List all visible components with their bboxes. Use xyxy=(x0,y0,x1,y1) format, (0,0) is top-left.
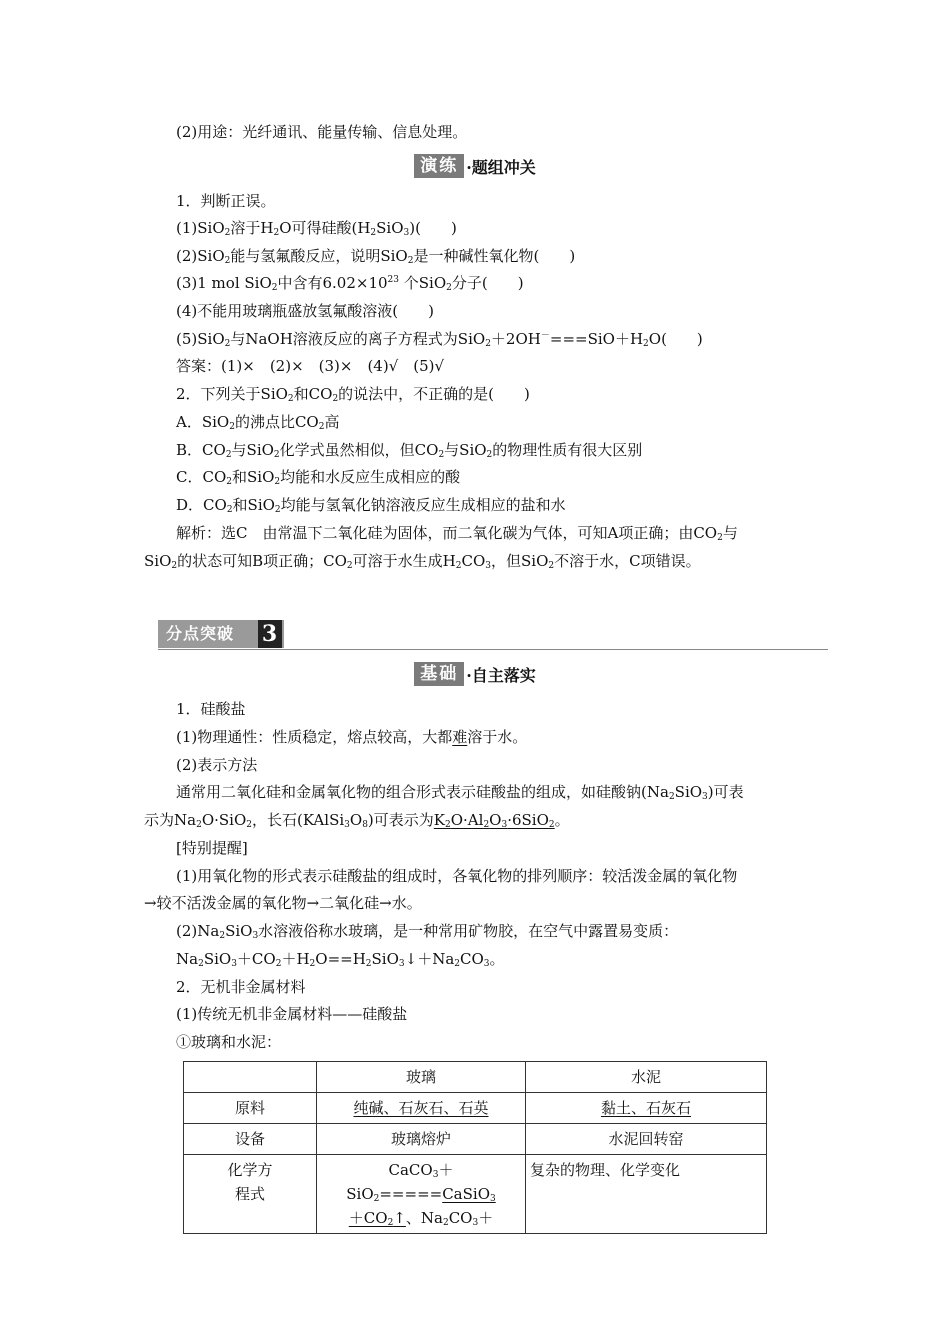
answer-line: 答案：(1)× (2)× (3)× (4)√ (5)√ xyxy=(176,357,445,375)
q1-item-2: (2)SiO$_2$能与氢氟酸反应，说明SiO$_2$是一种碱性氧化物( ) xyxy=(176,247,576,266)
traditional-materials-line: (1)传统无机非金属材料——硅酸盐 xyxy=(176,1005,408,1023)
equation-line: $Na_2SiO_3+CO_2+H_2O==H_2SiO_3↓+Na_2CO_3$。 xyxy=(176,950,505,969)
practice-header xyxy=(0,154,950,180)
section-banner-label: 分点突破 xyxy=(166,624,235,643)
basics-title: ·自主落实 xyxy=(466,665,536,685)
section-divider xyxy=(158,649,828,650)
tip-line-2: →较不活泼金属的氧化物→二氧化硅→水。 xyxy=(144,894,422,912)
option-a: A．SiO$_2$的沸点比$CO_2$高 xyxy=(176,413,340,432)
table-row xyxy=(184,1155,767,1234)
q1-title: 1．判断正误。 xyxy=(176,192,276,210)
special-tip-label: [特别提醒] xyxy=(176,839,248,857)
representation-line-1: 通常用二氧化硅和金属氧化物的组合形式表示硅酸盐的组成，如硅酸钠$(Na_2SiO_3)$可表 xyxy=(176,783,744,802)
q1-item-1: (1)SiO$_2$溶于$H_2O$可得硅酸$(H_2SiO_3)$( ) xyxy=(176,219,457,238)
option-b: B．$CO_2$与SiO$_2$化学式虽然相似，但$CO_2$与SiO$_2$的物理性质有很大区别 xyxy=(176,441,643,460)
table-row xyxy=(184,1093,767,1124)
cement-raw-materials: 黏土、石灰石 xyxy=(526,1093,767,1124)
table-header-cement: 水泥 xyxy=(526,1062,767,1093)
option-c: C．$CO_2$和SiO$_2$均能和水反应生成相应的酸 xyxy=(176,468,461,487)
practice-title: ·题组冲关 xyxy=(466,157,536,177)
glass-cement-line: ①玻璃和水泥： xyxy=(176,1033,282,1051)
row-label-equipment: 设备 xyxy=(184,1124,317,1155)
row-label-raw: 原料 xyxy=(184,1093,317,1124)
basics-header xyxy=(0,662,950,688)
table-row xyxy=(184,1062,767,1093)
q2-title: 2．下列关于SiO$_2$和$CO_2$的说法中，不正确的是( ) xyxy=(176,385,530,404)
cement-equation: 复杂的物理、化学变化 xyxy=(526,1155,767,1234)
explanation-line-2: SiO$_2$的状态可知B项正确；$CO_2$可溶于水生成$H_2CO_3$，但SiO$_2$不溶于水，C项错误。 xyxy=(144,552,701,571)
representation-heading: (2)表示方法 xyxy=(176,756,258,774)
glass-cement-table xyxy=(183,1061,767,1234)
q1-item-4: (4)不能用玻璃瓶盛放氢氟酸溶液( ) xyxy=(176,302,434,320)
table-row xyxy=(184,1124,767,1155)
representation-line-2: 示为$Na_2O\cdot SiO_2$，长石$(KAlSi_3O_8)$可表示为$K_2O\cdot Al_2O_3\cdot 6SiO_2$。 xyxy=(144,811,570,830)
physical-property-line: (1)物理通性：性质稳定，熔点较高，大都难溶于水。 xyxy=(176,728,528,746)
option-d: D．$CO_2$和SiO$_2$均能与氢氧化钠溶液反应生成相应的盐和水 xyxy=(176,496,566,515)
section-number: 3 xyxy=(258,620,282,648)
basics-badge: 基础 xyxy=(414,662,464,686)
glass-raw-materials: 纯碱、石灰石、石英 xyxy=(317,1093,526,1124)
heading-materials: 2．无机非金属材料 xyxy=(176,978,306,996)
glass-equation: CaCO$_3$＋SiO$_2$=====CaSiO$_3$ $+CO_2↑$、$Na_2CO_3+$ xyxy=(317,1155,526,1234)
tip-line-3: $(2)Na_2SiO_3$水溶液俗称水玻璃，是一种常用矿物胶，在空气中露置易变质： xyxy=(176,922,679,941)
glass-equipment: 玻璃熔炉 xyxy=(317,1124,526,1155)
explanation-line-1: 解析：选C 由常温下二氧化硅为固体，而二氧化碳为气体，可知A项正确；由$CO_2$与 xyxy=(176,524,738,543)
cement-equipment: 水泥回转窑 xyxy=(526,1124,767,1155)
q1-item-5: (5)SiO$_2$与NaOH溶液反应的离子方程式为$SiO_2+2OH^-===SiO+H_2O$( ) xyxy=(176,330,703,349)
practice-badge: 演练 xyxy=(414,154,464,178)
tip-line-1: (1)用氧化物的形式表示硅酸盐的组成时，各氧化物的排列顺序：较活泼金属的氧化物 xyxy=(176,867,738,885)
usage-line: (2)用途：光纤通讯、能量传输、信息处理。 xyxy=(176,123,468,141)
table-header-glass: 玻璃 xyxy=(317,1062,526,1093)
heading-silicate: 1．硅酸盐 xyxy=(176,700,246,718)
table-cell xyxy=(184,1062,317,1093)
row-label-equation: 化学方 程式 xyxy=(184,1155,317,1234)
section-banner xyxy=(158,620,284,648)
q1-item-3: (3)1 mol SiO$_2$中含有$6.02\times 10^{23}$ 个SiO$_2$分子( ) xyxy=(176,274,524,293)
